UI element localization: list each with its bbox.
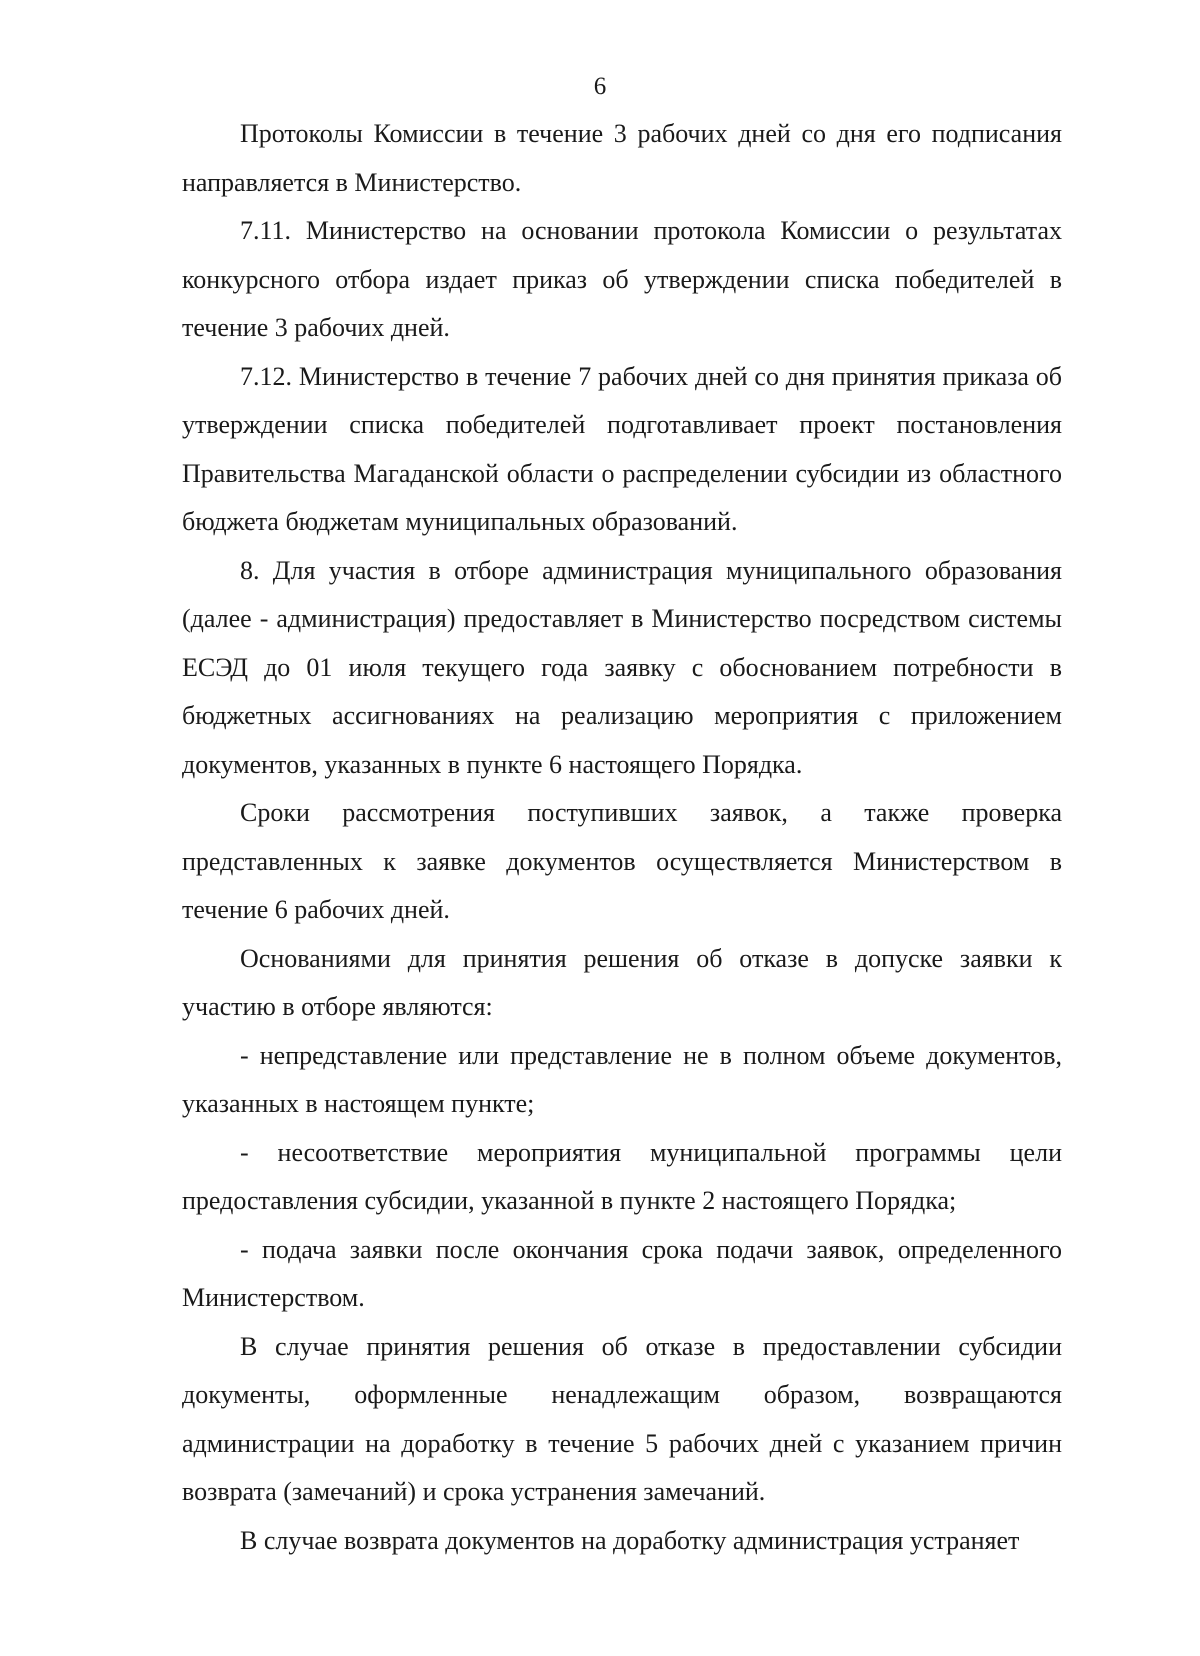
document-body: [182, 110, 1062, 1565]
paragraph-7-11: 7.11. Министерство на основании протокола Комиссии о результатах конкурсного отбора издает приказ об утверждении списка победителей в течение 3 рабочих дней.: [182, 216, 1062, 342]
paragraph-8: 8. Для участия в отборе администрация муниципального образования (далее - администрация) предоставляет в Министерство посредством системы ЕСЭД до 01 июля текущего года заявку с обоснованием потребности в бюджетных ассигнованиях на реализацию мероприятия с приложением документов, указанных в пункте 6 настоящего Порядка.: [182, 555, 1062, 779]
list-item-program-mismatch: - несоответствие мероприятия муниципальной программы цели предоставления субсидии, указанной в пункте 2 настоящего Порядка;: [182, 1137, 1062, 1215]
list-item-missing-documents: - непредставление или представление не в полном объеме документов, указанных в настоящем пункте;: [182, 1040, 1062, 1118]
page-number: 6: [593, 73, 607, 100]
paragraph-return-for-revision: В случае принятия решения об отказе в предоставлении субсидии документы, оформленные ненадлежащим образом, возвращаются администрации на доработку в течение 5 рабочих дней с указанием причин возврата (замечаний) и срока устранения замечаний.: [182, 1331, 1062, 1506]
list-item-late-submission: - подача заявки после окончания срока подачи заявок, определенного Министерством.: [182, 1234, 1062, 1312]
paragraph-refusal-grounds: Основаниями для принятия решения об отказе в допуске заявки к участию в отборе являются:: [182, 943, 1062, 1021]
paragraph-protocols: Протоколы Комиссии в течение 3 рабочих дней со дня его подписания направляется в Министерство.: [182, 119, 1062, 197]
paragraph-7-12: 7.12. Министерство в течение 7 рабочих дней со дня принятия приказа об утверждении списка победителей подготавливает проект постановления Правительства Магаданской области о распределении субсидии из областного бюджета бюджетам муниципальных образований.: [182, 361, 1062, 536]
paragraph-revision-continuation: В случае возврата документов на доработку администрация устраняет: [240, 1525, 1020, 1555]
paragraph-review-terms: Сроки рассмотрения поступивших заявок, а также проверка представленных к заявке документов осуществляется Министерством в течение 6 рабочих дней.: [182, 798, 1062, 924]
